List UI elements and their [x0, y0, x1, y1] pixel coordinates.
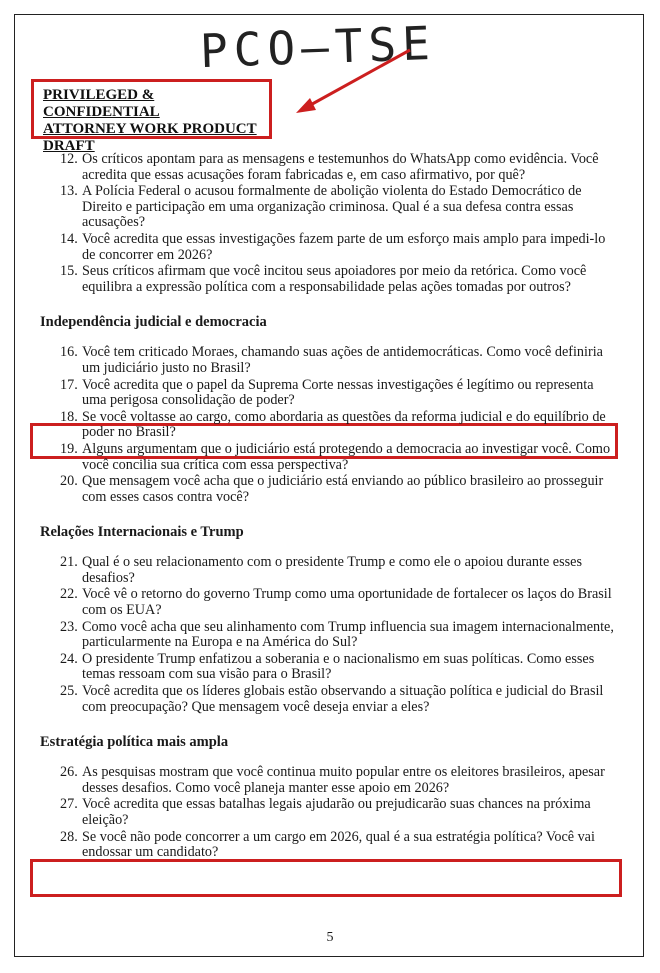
question-item: [40, 378, 614, 409]
question-number: 25.: [60, 683, 78, 700]
question-item: [40, 684, 614, 715]
question-item: [40, 345, 614, 376]
header-line-3: DRAFT: [43, 138, 95, 154]
question-number: 15.: [60, 263, 78, 280]
question-number: 14.: [60, 230, 78, 247]
question-item: [40, 264, 614, 295]
question-item: [40, 184, 614, 231]
question-text: O presidente Trump enfatizou a soberania e o nacionalismo em suas políticas. Como esses temas ressoam com sua visão para o Brasil?: [82, 650, 595, 683]
question-number: 26.: [60, 764, 78, 781]
question-item: [40, 152, 614, 183]
question-item: [40, 830, 614, 861]
question-number: 23.: [60, 618, 78, 635]
question-item: [40, 442, 614, 473]
handwritten-annotation: PCO—TSE: [199, 15, 437, 79]
question-number: 27.: [60, 796, 78, 813]
question-text: Que mensagem você acha que o judiciário está enviando ao público brasileiro ao prosseguir com esses casos contra você?: [82, 473, 604, 505]
question-number: 28.: [60, 828, 78, 845]
question-number: 12.: [60, 151, 78, 167]
question-text: Como você acha que seu alinhamento com Trump influencia sua imagem internacionalmente, particularmente na Europa e na América do Sul?: [82, 618, 614, 651]
question-list-b: [40, 345, 614, 505]
question-list-c: [40, 555, 614, 715]
question-text: Você acredita que os líderes globais estão observando a situação política e judicial do Brasil com preocupação? Que mensagem você deseja enviar a eles?: [82, 683, 604, 715]
header-line-1: PRIVILEGED & CONFIDENTIAL: [43, 87, 160, 120]
question-item: [40, 797, 614, 828]
question-number: 19.: [60, 440, 78, 457]
header-line-2: ATTORNEY WORK PRODUCT: [43, 121, 257, 137]
question-text: Alguns argumentam que o judiciário está protegendo a democracia ao investigar você. Como você concilia sua crítica com essa perspectiva?: [82, 440, 611, 473]
question-number: 16.: [60, 344, 78, 361]
question-item: [40, 765, 614, 796]
question-text: Você acredita que o papel da Suprema Corte nessas investigações é legítimo ou representa uma perigosa consolidação de poder?: [82, 376, 594, 409]
question-number: 22.: [60, 586, 78, 603]
question-item: [40, 652, 614, 683]
question-number: 18.: [60, 408, 78, 425]
question-text: Você acredita que essas batalhas legais ajudarão ou prejudicarão suas chances na próxima eleição?: [82, 796, 591, 828]
question-item: [40, 232, 614, 263]
question-item: [40, 555, 614, 586]
question-item: [40, 474, 614, 505]
question-text: Você vê o retorno do governo Trump como uma oportunidade de fortalecer os laços do Brasil com os EUA?: [82, 586, 612, 619]
page-number: 5: [326, 930, 334, 945]
section-title-international: Relações Internacionais e Trump: [40, 524, 244, 541]
section-title-judicial: Independência judicial e democracia: [40, 314, 267, 331]
question-item: [40, 620, 614, 651]
question-text: A Polícia Federal o acusou formalmente de abolição violenta do Estado Democrático de Direito e participação em uma organização criminosa. Qual é a sua defesa contra essas acusações?: [82, 183, 582, 231]
question-item: [40, 410, 614, 441]
question-number: 17.: [60, 376, 78, 393]
question-item: [40, 587, 614, 618]
question-text: Se você voltasse ao cargo, como abordaria as questões da reforma judicial e do equilíbrio de poder no Brasil?: [82, 408, 606, 441]
highlight-box-q28: [30, 859, 622, 897]
question-text: As pesquisas mostram que você continua muito popular entre os eleitores brasileiros, apesar desses desafios. Como você planeja manter esse apoio em 2026?: [82, 764, 605, 796]
question-text: Você acredita que essas investigações fazem parte de um esforço mais amplo para impedi-lo de concorrer em 2026?: [82, 230, 606, 263]
confidential-header-box: [31, 79, 272, 154]
question-text: Os críticos apontam para as mensagens e testemunhos do WhatsApp como evidência. Você acredita que essas acusações foram fabricadas e, em caso afirmativo, por quê?: [82, 151, 599, 183]
question-list-d: [40, 765, 614, 861]
question-text: Seus críticos afirmam que você incitou seus apoiadores por meio da retórica. Como você equilibra a expressão política com a responsabilidade pelas ações tomadas por outros?: [82, 263, 587, 295]
question-text: Qual é o seu relacionamento com o presidente Trump e como ele o apoiou durante esses desafios?: [82, 554, 582, 586]
section-title-strategy: Estratégia política mais ampla: [40, 734, 229, 751]
question-number: 24.: [60, 650, 78, 667]
question-number: 20.: [60, 473, 78, 490]
question-list-a: [40, 152, 614, 295]
question-number: 13.: [60, 183, 78, 200]
question-number: 21.: [60, 554, 78, 571]
question-text: Você tem criticado Moraes, chamando suas ações de antidemocráticas. Como você definiria um judiciário justo no Brasil?: [82, 344, 603, 376]
question-text: Se você não pode concorrer a um cargo em 2026, qual é a sua estratégia política? Você vai endossar um candidato?: [82, 828, 595, 861]
document-content: [40, 152, 614, 861]
